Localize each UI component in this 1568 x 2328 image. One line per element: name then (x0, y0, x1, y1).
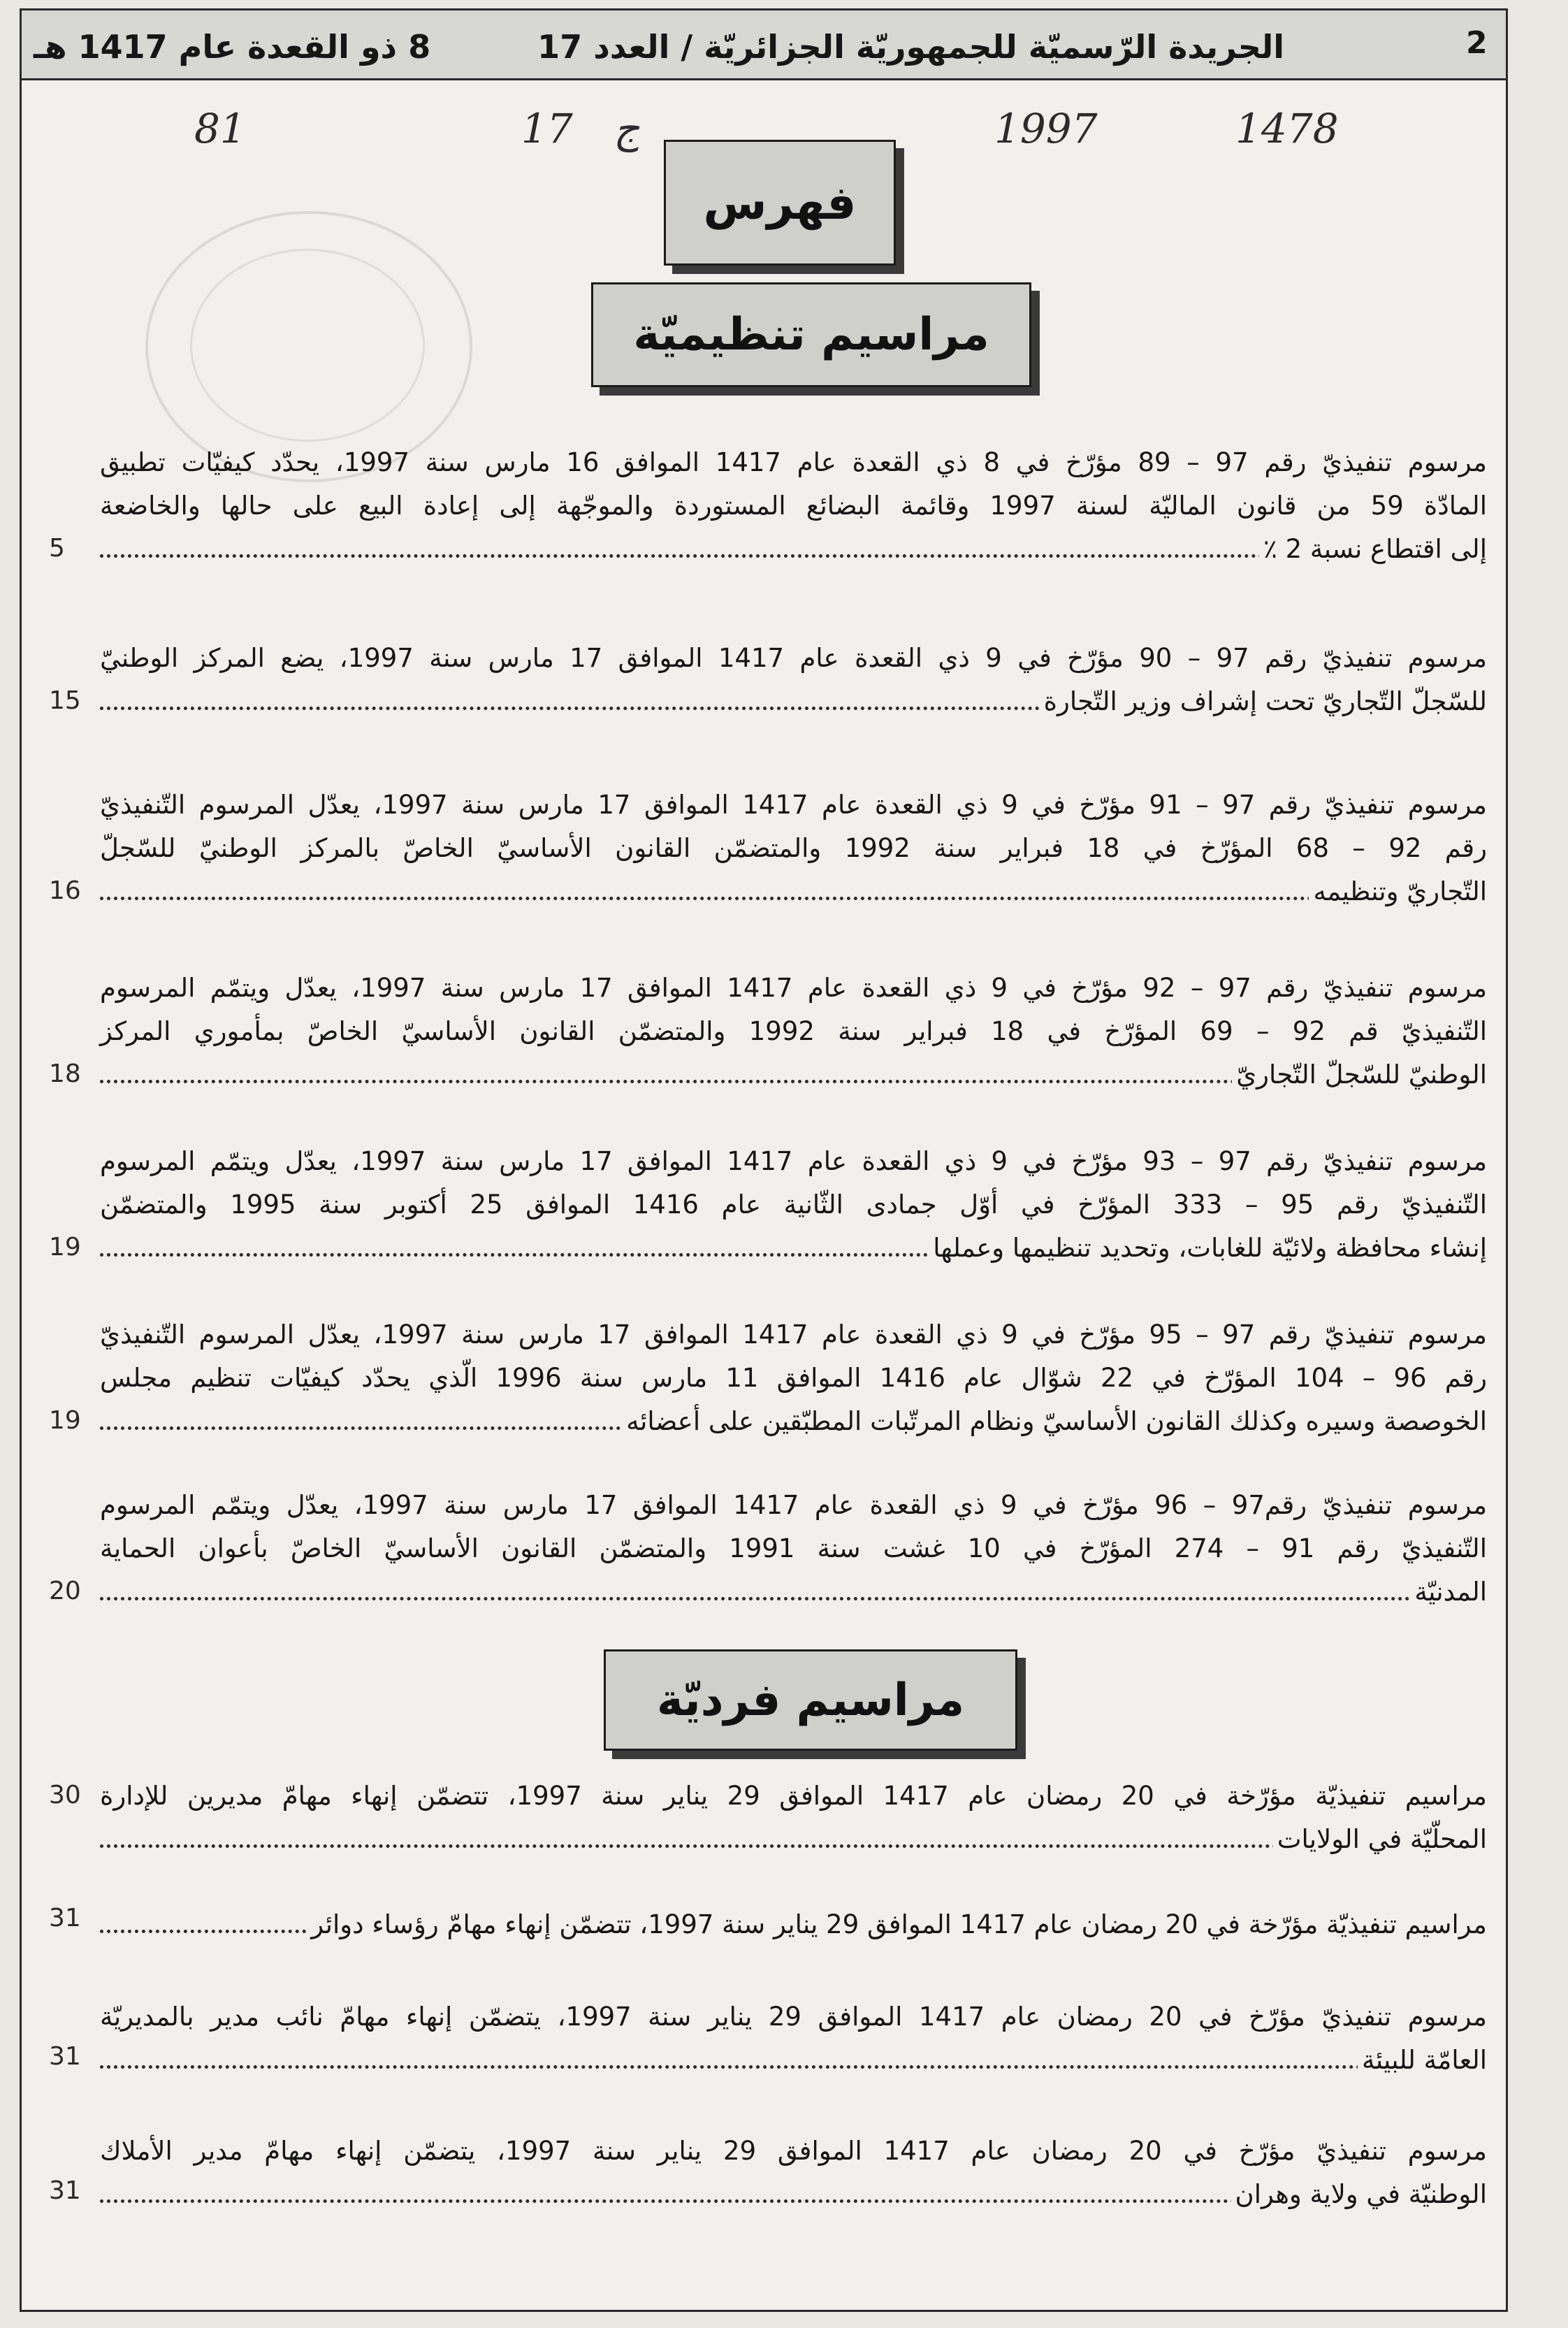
entry-line: مرسوم تنفيذيّ مؤرّخ في 20 رمضان عام 1417 الموافق 29 يناير سنة 1997، يتضمّن إنهاء مهامّ مدير الأملاك (100, 2136, 1487, 2166)
page-number: 2 (1466, 25, 1488, 61)
journal-page (20, 8, 1508, 2312)
entry-page-number: 31 (49, 1904, 81, 1932)
entry-line: مرسوم تنفيذيّ رقم 97 – 91 مؤرّخ في 9 ذي القعدة عام 1417 الموافق 17 مارس سنة 1997، يعدّل المرسوم التّنفيذيّ (100, 790, 1487, 820)
handwritten-note: 81 (194, 105, 246, 152)
entry-line: الخوصصة وسيره وكذلك القانون الأساسيّ ونظام المرتّبات المطبّقين على أعضائه (622, 1406, 1487, 1436)
entry-line: رقم 96 – 104 المؤرّخ في 22 شوّال عام 1416 الموافق 11 مارس سنة 1996 الّذي يحدّد كيفيّات تنظيم مجلس (100, 1363, 1487, 1393)
index-title: فهرس (664, 140, 896, 266)
entry-line: رقم 92 – 68 المؤرّخ في 18 فبراير سنة 1992 والمتضمّن القانون الأساسيّ الخاصّ بالمركز الوطنيّ للسّجلّ (100, 833, 1487, 863)
entry-line: المدنيّة (1410, 1577, 1487, 1607)
entry-page-number: 15 (49, 686, 81, 715)
entry-line: مرسوم تنفيذيّ رقم 97 – 93 مؤرّخ في 9 ذي القعدة عام 1417 الموافق 17 مارس سنة 1997، يعدّل ويتمّم المرسوم (100, 1146, 1488, 1176)
entry-page-number: 16 (49, 876, 81, 905)
entry-line: مرسوم تنفيذيّ رقم97 – 96 مؤرّخ في 9 ذي القعدة عام 1417 الموافق 17 مارس سنة 1997، يعدّل ويتمّم المرسوم (100, 1490, 1488, 1520)
entry-line: المحلّيّة في الولايات (1273, 1824, 1487, 1854)
entry-line: المادّة 59 من قانون الماليّة لسنة 1997 وقائمة البضائع المستوردة والموجّهة إلى إعادة البيع على حالها والخاضعة (100, 491, 1487, 521)
page-border (20, 8, 1508, 2312)
entry-line: مرسوم تنفيذيّ رقم 97 – 95 مؤرّخ في 9 ذي القعدة عام 1417 الموافق 17 مارس سنة 1997، يعدّل المرسوم التّنفيذيّ (100, 1320, 1487, 1350)
entry-page-number: 31 (49, 2176, 81, 2205)
issue-date: 8 ذو القعدة عام 1417 هـ (34, 28, 431, 66)
journal-title: الجريدة الرّسميّة للجمهوريّة الجزائريّة / العدد 17 (537, 28, 1284, 66)
entry-line: الوطنيّ للسّجلّ التّجاريّ (1232, 1060, 1487, 1090)
entry-line: إنشاء محافظة ولائيّة للغابات، وتحديد تنظيمها وعملها (929, 1233, 1487, 1263)
entry-line: التّنفيذيّ قم 92 – 69 المؤرّخ في 18 فبراير سنة 1992 والمتضمّن القانون الأساسيّ الخاصّ بمأموري المركز (100, 1016, 1487, 1046)
entry-line: مراسيم تنفيذيّة مؤرّخة في 20 رمضان عام 1417 الموافق 29 يناير سنة 1997، تتضمّن إنهاء مهامّ رؤساء دوائر (307, 1909, 1487, 1939)
entry-line: مرسوم تنفيذيّ رقم 97 – 92 مؤرّخ في 9 ذي القعدة عام 1417 الموافق 17 مارس سنة 1997، يعدّل ويتمّم المرسوم (100, 973, 1488, 1003)
entry-line: العامّة للبيئة (1358, 2045, 1487, 2075)
entry-line: التّنفيذيّ رقم 91 – 274 المؤرّخ في 10 غشت سنة 1991 والمتضمّن القانون الأساسيّ الخاصّ بأعوان الحماية (100, 1533, 1487, 1563)
entry-page-number: 19 (49, 1406, 81, 1435)
entry-page-number: 30 (49, 1781, 81, 1809)
entry-line: التّجاريّ وتنظيمه (1309, 876, 1487, 906)
entry-line: الوطنيّة في ولاية وهران (1231, 2179, 1487, 2209)
entry-line: إلى اقتطاع نسبة 2 ٪ (1259, 534, 1487, 564)
handwritten-note: 1997 (994, 105, 1098, 152)
entry-page-number: 31 (49, 2042, 81, 2071)
regulatory-decrees-heading: مراسيم تنظيميّة (591, 282, 1031, 387)
entry-page-number: 5 (49, 534, 65, 563)
individual-decrees-heading: مراسيم فرديّة (604, 1649, 1017, 1751)
entry-page-number: 20 (49, 1577, 81, 1605)
entry-line: مرسوم تنفيذيّ رقم 97 – 90 مؤرّخ في 9 ذي القعدة عام 1417 الموافق 17 مارس سنة 1997، يضع المركز الوطنيّ (100, 643, 1488, 673)
handwritten-note: 1478 (1235, 105, 1339, 152)
handwritten-note: 17 (521, 105, 573, 152)
handwritten-note: ج (614, 105, 640, 152)
entry-line: مرسوم تنفيذيّ رقم 97 – 89 مؤرّخ في 8 ذي القعدة عام 1417 الموافق 16 مارس سنة 1997، يحدّد كيفيّات تطبيق (100, 447, 1488, 477)
entry-page-number: 19 (49, 1233, 81, 1261)
entry-line: مرسوم تنفيذيّ مؤرّخ في 20 رمضان عام 1417 الموافق 29 يناير سنة 1997، يتضمّن إنهاء مهامّ نائب مدير بالمديريّة (100, 2002, 1487, 2032)
entry-line: مراسيم تنفيذيّة مؤرّخة في 20 رمضان عام 1417 الموافق 29 يناير سنة 1997، تتضمّن إنهاء مهامّ مديرين للإدارة (100, 1781, 1487, 1811)
entry-line: للسّجلّ التّجاريّ تحت إشراف وزير التّجارة (1040, 686, 1487, 716)
entry-page-number: 18 (49, 1060, 81, 1088)
entry-line: التّنفيذيّ رقم 95 – 333 المؤرّخ في أوّل جمادى الثّانية عام 1416 الموافق 25 أكتوبر سنة 1995 والمتضمّن (100, 1190, 1488, 1220)
